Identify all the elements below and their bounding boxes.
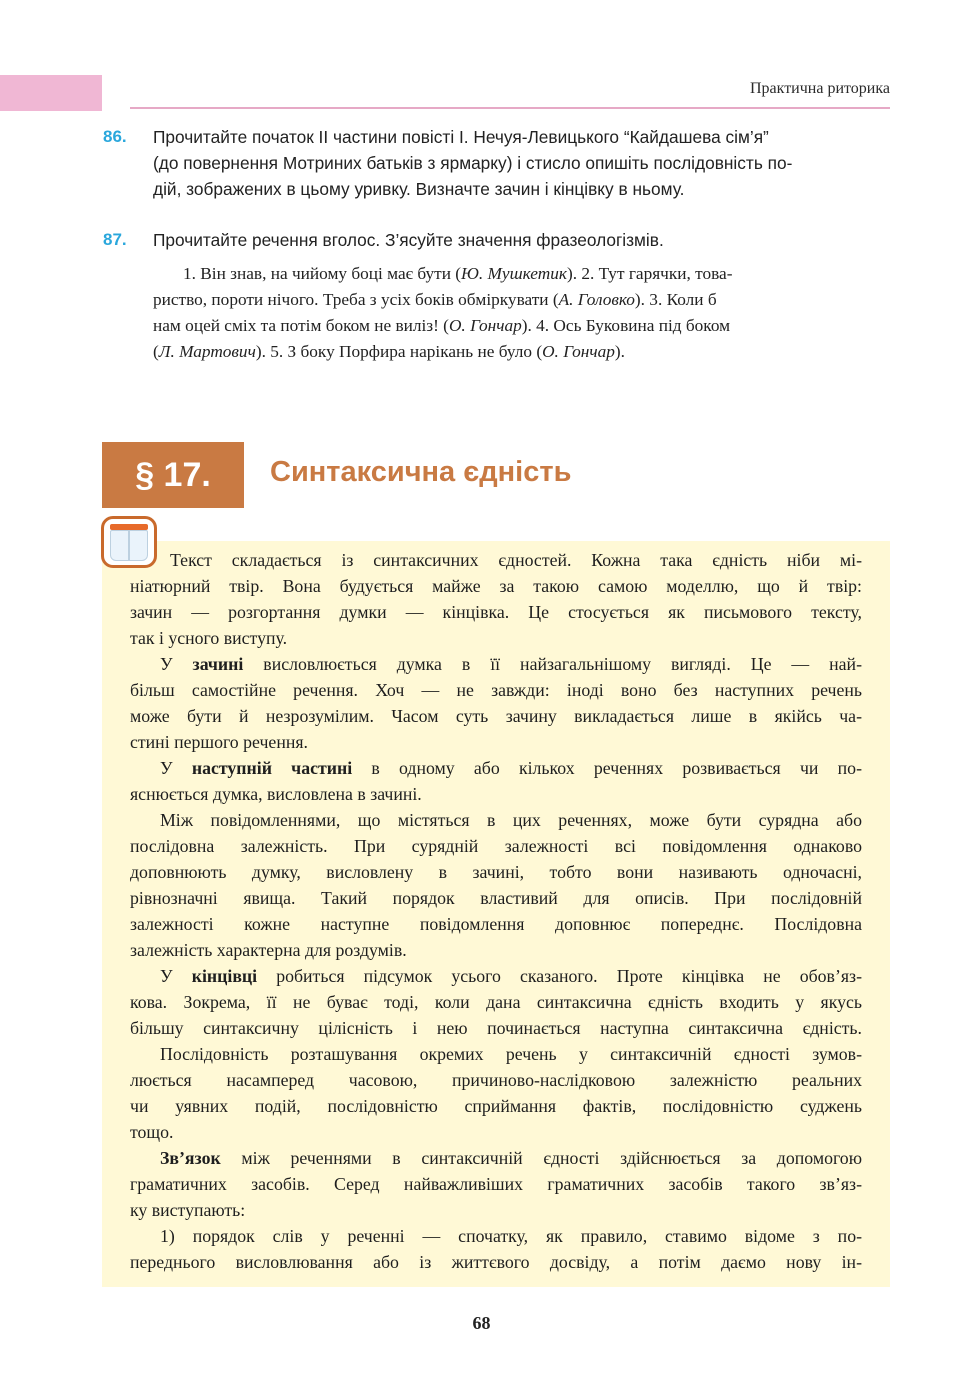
theory-line: ку виступають: (130, 1200, 246, 1220)
theory-line: люється насамперед часовою, причиново-наслідковою залежністю реальних (130, 1070, 862, 1090)
theory-line: більш самостійне речення. Хоч — не завжди: іноді воно без наступних речень (130, 680, 862, 700)
section-badge: § 17. (102, 442, 244, 508)
sentence-line: (Л. Мартович). 5. З боку Порфира нарікань не було (О. Гончар). (153, 342, 625, 361)
theory-line: залежності кожне наступне повідомлення доповнює попереднє. Послідовна (130, 914, 862, 934)
exercise-87-sentences (153, 261, 891, 365)
theory-line: чи уявних подій, послідовністю сприймання фактів, послідовністю суджень (130, 1096, 862, 1116)
key-term: зачині (192, 654, 244, 674)
theory-line: тощо. (130, 1122, 174, 1142)
theory-line: У кінцівці робиться підсумок усього сказаного. Проте кінцівка не обов’яз- (160, 966, 862, 986)
theory-line: Послідовність розташування окремих речень у синтаксичній єдності зумов- (160, 1044, 862, 1064)
header-divider (130, 107, 890, 109)
sentence-line: 1. Він знав, на чийому боці має бути (Ю. Мушкетик). 2. Тут гарячки, това- (183, 264, 733, 283)
exercise-text (153, 124, 891, 202)
theory-line: граматичних засобів. Серед найважливіших граматичних засобів такого зв’яз- (130, 1174, 862, 1194)
theory-line: доповнюють думку, висловлену в зачині, тобто вони називають одночасні, (130, 862, 862, 882)
theory-line: Між повідомленнями, що містяться в цих реченнях, може бути сурядна або (160, 810, 862, 830)
theory-line: кова. Зокрема, її не буває тоді, коли дана синтаксична єдність входить у якусь (130, 992, 862, 1012)
key-term: кінцівці (191, 966, 258, 986)
theory-line: рівнозначні явища. Такий порядок властивий для описів. При послідовній (130, 888, 862, 908)
theory-line: ніатюрний твір. Вона будується майже за такою самою моделлю, що й твір: (130, 576, 862, 596)
theory-line: стині першого речення. (130, 732, 308, 752)
key-term: Зв’язок (160, 1148, 221, 1168)
exercise-line: (до повернення Мотриних батьків з ярмарку) і стисло опишіть послідовність по- (153, 153, 793, 173)
exercise-line: Прочитайте речення вголос. З’ясуйте значення фразеологізмів. (153, 230, 664, 250)
chapter-tab-marker (0, 75, 102, 111)
theory-line: послідовна залежність. При сурядній залежності всі повідомлення однаково (130, 836, 862, 856)
running-header: Практична риторика (749, 80, 890, 97)
theory-line: зачин — розгортання думки — кінцівка. Це стосується як письмового тексту, (130, 602, 862, 622)
theory-line: 1) порядок слів у реченні — спочатку, як правило, ставимо відоме з по- (160, 1226, 862, 1246)
theory-line: У зачині висловлюється думка в її найзагальнішому вигляді. Це — най- (160, 654, 862, 674)
theory-line: яснюється думка, висловлена в зачині. (130, 784, 422, 804)
exercise-line: Прочитайте початок II частини повісті І. Нечуя-Левицького “Кайдашева сім’я” (153, 127, 769, 147)
theory-line: так і усного виступу. (130, 628, 288, 648)
theory-text (130, 547, 862, 1275)
sentence-line: риство, пороти нічого. Треба з усіх боків обміркувати (А. Головко). 3. Коли б (153, 290, 717, 309)
theory-line: залежність характерна для роздумів. (130, 940, 407, 960)
theory-line: переднього висловлювання або із життєвого досвіду, а потім даємо нову ін- (130, 1252, 862, 1272)
theory-line: Текст складається із синтаксичних єдностей. Кожна така єдність ніби мі- (170, 550, 862, 570)
theory-line: У наступній частині в одному або кількох реченнях розвивається чи по- (160, 758, 862, 778)
exercise-text (153, 227, 891, 253)
exercise-number: 86. (103, 127, 127, 146)
section-title: Синтаксична єдність (270, 456, 572, 488)
sentence-line: нам оцей сміх та потім боком не виліз! (О. Гончар). 4. Ось Буковина під боком (153, 316, 731, 335)
exercise-number: 87. (103, 230, 127, 249)
exercise-line: дій, зображених в цьому уривку. Визначте зачин і кінцівку в ньому. (153, 179, 685, 199)
theory-line: Зв’язок між реченнями в синтаксичній єдності здійснюється за допомогою (160, 1148, 862, 1168)
key-term: наступній частині (191, 758, 353, 778)
page-number: 68 (472, 1313, 491, 1333)
theory-line: може бути й незрозумілим. Часом суть зачину викладається лише в якійсь ча- (130, 706, 862, 726)
theory-line: більшу синтаксичну цілісність і нею починається наступна синтаксична єдність. (130, 1018, 862, 1038)
